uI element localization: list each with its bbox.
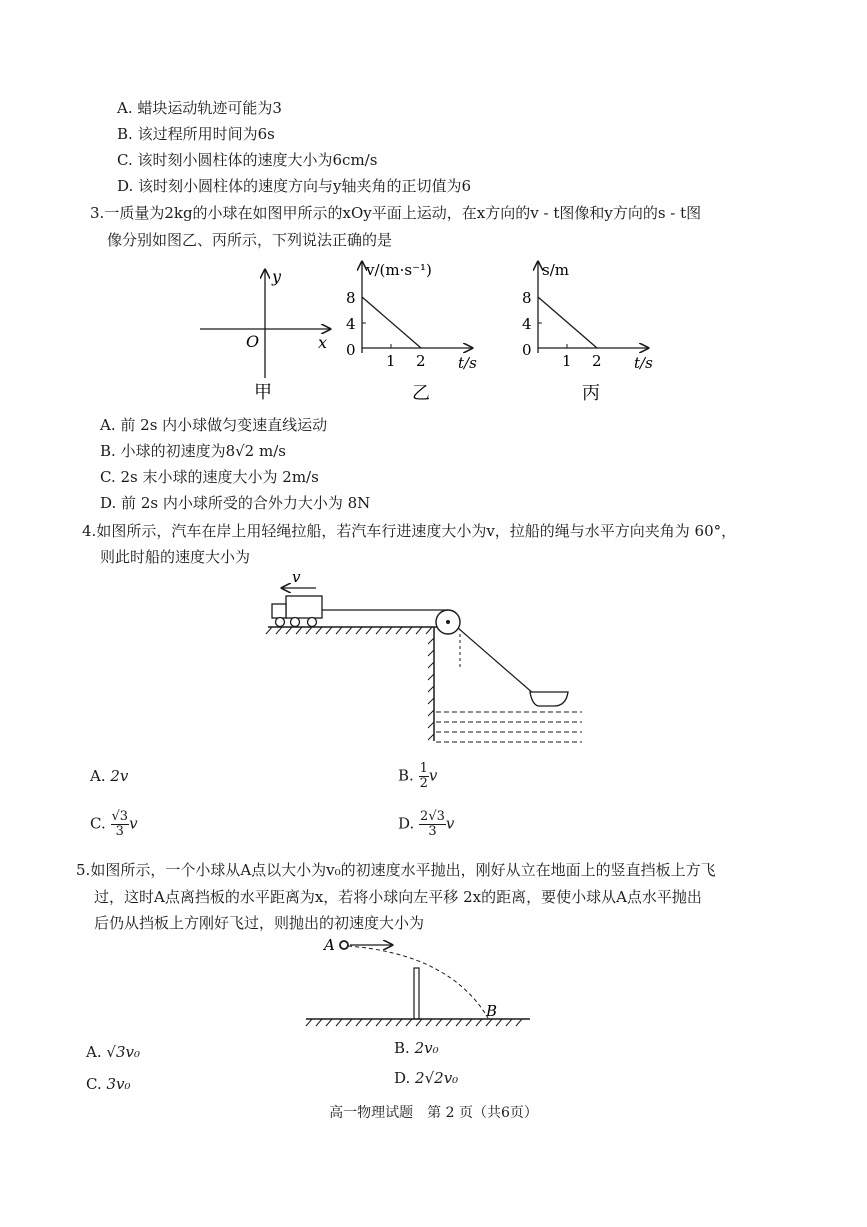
q3-option-b: B. 小球的初速度为8√2 m/s <box>100 442 286 460</box>
bing-y-tick-4: 4 <box>522 315 532 333</box>
bing-x-tick-1: 1 <box>562 352 572 370</box>
bing-x-label: t/s <box>634 354 653 372</box>
q3-figures <box>190 258 670 408</box>
fig-bing <box>522 261 653 404</box>
q5-option-c: C. 3v₀ <box>86 1075 131 1093</box>
q3-option-d: D. 前 2s 内小球所受的合外力大小为 8N <box>100 494 371 512</box>
barrier <box>414 968 419 1019</box>
q5-option-a: A. √3v₀ <box>86 1043 140 1061</box>
fig-yi <box>346 261 477 404</box>
bing-caption: 丙 <box>582 383 600 404</box>
q4-option-a: A. 2v <box>90 767 129 785</box>
fraction: $\frac{2√3}{3}$ <box>420 809 445 839</box>
q4-option-d: D. $\frac{2√3}{3}$ v <box>398 809 455 839</box>
q3-option-c: C. 2s 末小球的速度大小为 2m/s <box>100 468 319 486</box>
q4-option-b: B. $\frac{1}{2}$ v <box>398 761 438 791</box>
fraction: $\frac{1}{2}$ <box>419 761 428 791</box>
bing-y-tick-8: 8 <box>522 289 532 307</box>
yi-x-label: t/s <box>458 354 477 372</box>
jia-y-label: y <box>272 267 282 286</box>
q5-stem-line3: 后仍从挡板上方刚好飞过，则抛出的初速度大小为 <box>94 914 425 932</box>
yi-y-tick-4: 4 <box>346 315 356 333</box>
q4-stem-line1: 4.如图所示，汽车在岸上用轻绳拉船，若汽车行进速度大小为v，拉船的绳与水平方向夹角为 60°， <box>82 522 737 540</box>
jia-x-label: x <box>318 333 328 352</box>
q2-option-b: B. 该过程所用时间为6s <box>117 125 275 143</box>
yi-y-label: v/(m·s⁻¹) <box>366 261 432 279</box>
jia-origin-label: O <box>246 332 260 351</box>
q4-figure <box>262 566 592 751</box>
yi-x-tick-2: 2 <box>416 352 426 370</box>
yi-y-tick-8: 8 <box>346 289 356 307</box>
q5-option-d: D. 2√2v₀ <box>394 1069 459 1087</box>
yi-caption: 乙 <box>412 383 430 404</box>
q5-a-label: A <box>324 936 335 954</box>
fraction: $\frac{√3}{3}$ <box>111 809 129 839</box>
q5-option-b: B. 2v₀ <box>394 1039 439 1057</box>
yi-x-tick-1: 1 <box>386 352 396 370</box>
q3-option-a: A. 前 2s 内小球做匀变速直线运动 <box>100 416 328 434</box>
yi-y-tick-0: 0 <box>346 341 356 359</box>
bing-y-tick-0: 0 <box>522 341 532 359</box>
q4-v-label: v <box>292 568 301 586</box>
truck <box>272 596 322 627</box>
q5-figure <box>300 932 540 1032</box>
q3-stem-line1: 3.一质量为2kg的小球在如图甲所示的xOy平面上运动，在x方向的v - t图像和y方向的s - t图 <box>90 204 702 222</box>
q3-stem-line2: 像分别如图乙、丙所示，下列说法正确的是 <box>107 231 393 249</box>
fig-jia <box>200 267 330 403</box>
bing-x-tick-2: 2 <box>592 352 602 370</box>
q5-stem-line2: 过，这时A点离挡板的水平距离为x，若将小球向左平移 2x的距离，要使小球从A点水平抛出 <box>94 888 702 906</box>
bing-y-label: s/m <box>542 261 569 279</box>
q2-option-c: C. 该时刻小圆柱体的速度大小为6cm/s <box>117 151 378 169</box>
ball <box>340 941 348 949</box>
boat <box>530 692 568 706</box>
q4-option-c: C. $\frac{√3}{3}$ v <box>90 809 138 839</box>
q4-stem-line2: 则此时船的速度大小为 <box>100 548 251 566</box>
q2-option-d: D. 该时刻小圆柱体的速度方向与y轴夹角的正切值为6 <box>117 177 472 195</box>
q2-option-a: A. 蜡块运动轨迹可能为3 <box>117 99 282 117</box>
jia-caption: 甲 <box>254 382 272 403</box>
q5-b-label: B <box>486 1002 498 1020</box>
page-footer: 高一物理试题 第 2 页（共6页） <box>329 1105 538 1121</box>
q5-stem-line1: 5.如图所示，一个小球从A点以大小为v₀的初速度水平抛出，刚好从立在地面上的竖直挡板上方飞 <box>76 861 716 879</box>
